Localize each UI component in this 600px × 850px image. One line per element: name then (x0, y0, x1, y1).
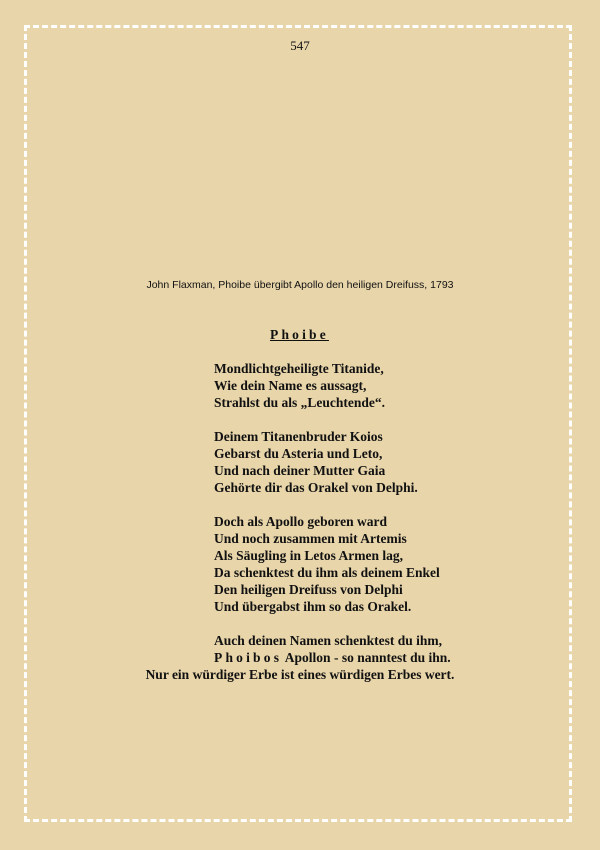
poem-line: Mondlichtgeheiligte Titanide, (214, 361, 384, 376)
poem-line: Und noch zusammen mit Artemis (214, 531, 407, 546)
poem-line: Gehörte dir das Orakel von Delphi. (214, 480, 418, 495)
poem-line: Wie dein Name es aussagt, (214, 378, 367, 393)
poem-line: Deinem Titanenbruder Koios (214, 429, 383, 444)
poem-title: Phoibe (270, 327, 329, 342)
poem-line: Gebarst du Asteria und Leto, (214, 446, 383, 461)
stanza-1 (214, 360, 451, 411)
stanza-4 (214, 632, 451, 666)
poem-line: Da schenktest du ihm als deinem Enkel (214, 565, 440, 580)
poem-line: Doch als Apollo geboren ward (214, 514, 388, 529)
poem-line: Und nach deiner Mutter Gaia (214, 463, 386, 478)
poem-line-last (214, 649, 451, 666)
stanza-2 (214, 428, 451, 496)
poem-line: Den heiligen Dreifuss von Delphi (214, 582, 403, 597)
image-caption: John Flaxman, Phoibe übergibt Apollo den heiligen Dreifuss, 1793 (146, 279, 454, 291)
poem-line: Auch deinen Namen schenktest du ihm, (214, 633, 443, 648)
page-number: 547 (290, 38, 310, 53)
closing-line: Nur ein würdiger Erbe ist eines würdigen Erbes wert. (145, 667, 455, 682)
name-phoibos: Phoibos (214, 650, 283, 665)
poem-line: Strahlst du als „Leuchtende“. (214, 395, 386, 410)
poem-line: Als Säugling in Letos Armen lag, (214, 548, 404, 563)
poem-line-rest: Apollon - so nanntest du ihn. (282, 650, 451, 665)
stanza-3 (214, 513, 451, 615)
poem-line: Und übergabst ihm so das Orakel. (214, 599, 412, 614)
poem-body (214, 360, 451, 683)
